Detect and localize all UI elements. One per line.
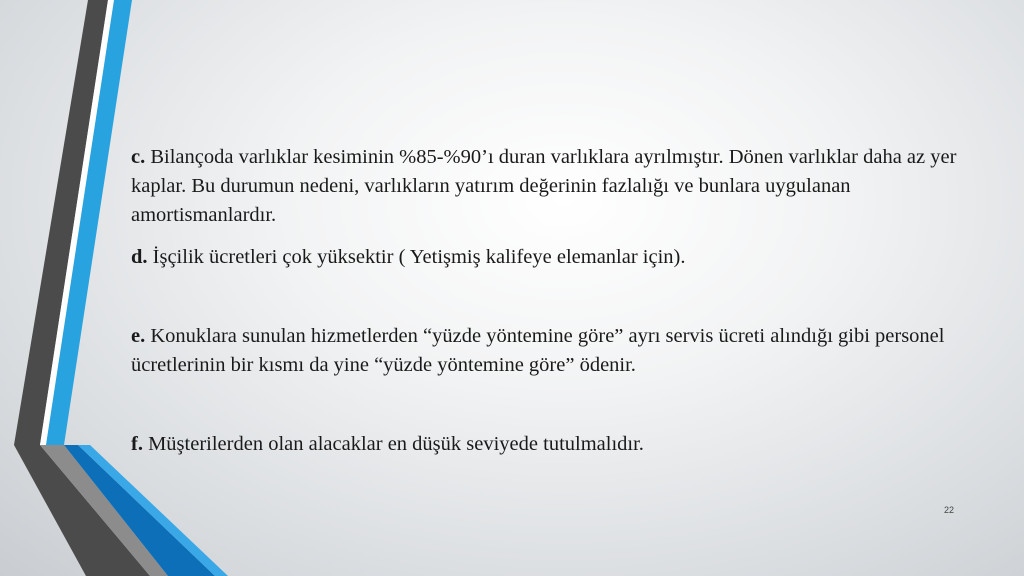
page-number: 22 (944, 505, 955, 515)
paragraph-c (131, 143, 971, 230)
paragraph-c-marker: c. (131, 146, 146, 168)
paragraph-d-text: İşçilik ücretleri çok yüksektir ( Yetişmiş kalifeye elemanlar için). (147, 246, 686, 268)
paragraph-d-marker: d. (131, 246, 148, 268)
paragraph-e (131, 322, 971, 380)
paragraph-c-text: Bilançoda varlıklar kesiminin %85-%90’ı duran varlıklara ayrılmıştır. Dönen varlıklar daha az yer kaplar. Bu durumun nedeni, varlıkların yatırım değerinin fazlalığı ve bunlara uygulanan amortismanlardır. (131, 146, 957, 226)
paragraph-e-text: Konuklara sunulan hizmetlerden “yüzde yöntemine göre” ayrı servis ücreti alındığı gibi personel ücretlerinin bir kısmı da yine “yüzde yöntemine göre” ödenir. (131, 325, 945, 376)
paragraph-f-marker: f. (131, 433, 143, 455)
paragraph-d (131, 243, 971, 272)
paragraph-f (131, 430, 971, 459)
paragraph-e-marker: e. (131, 325, 146, 347)
paragraph-f-text: Müşterilerden olan alacaklar en düşük seviyede tutulmalıdır. (142, 433, 644, 455)
